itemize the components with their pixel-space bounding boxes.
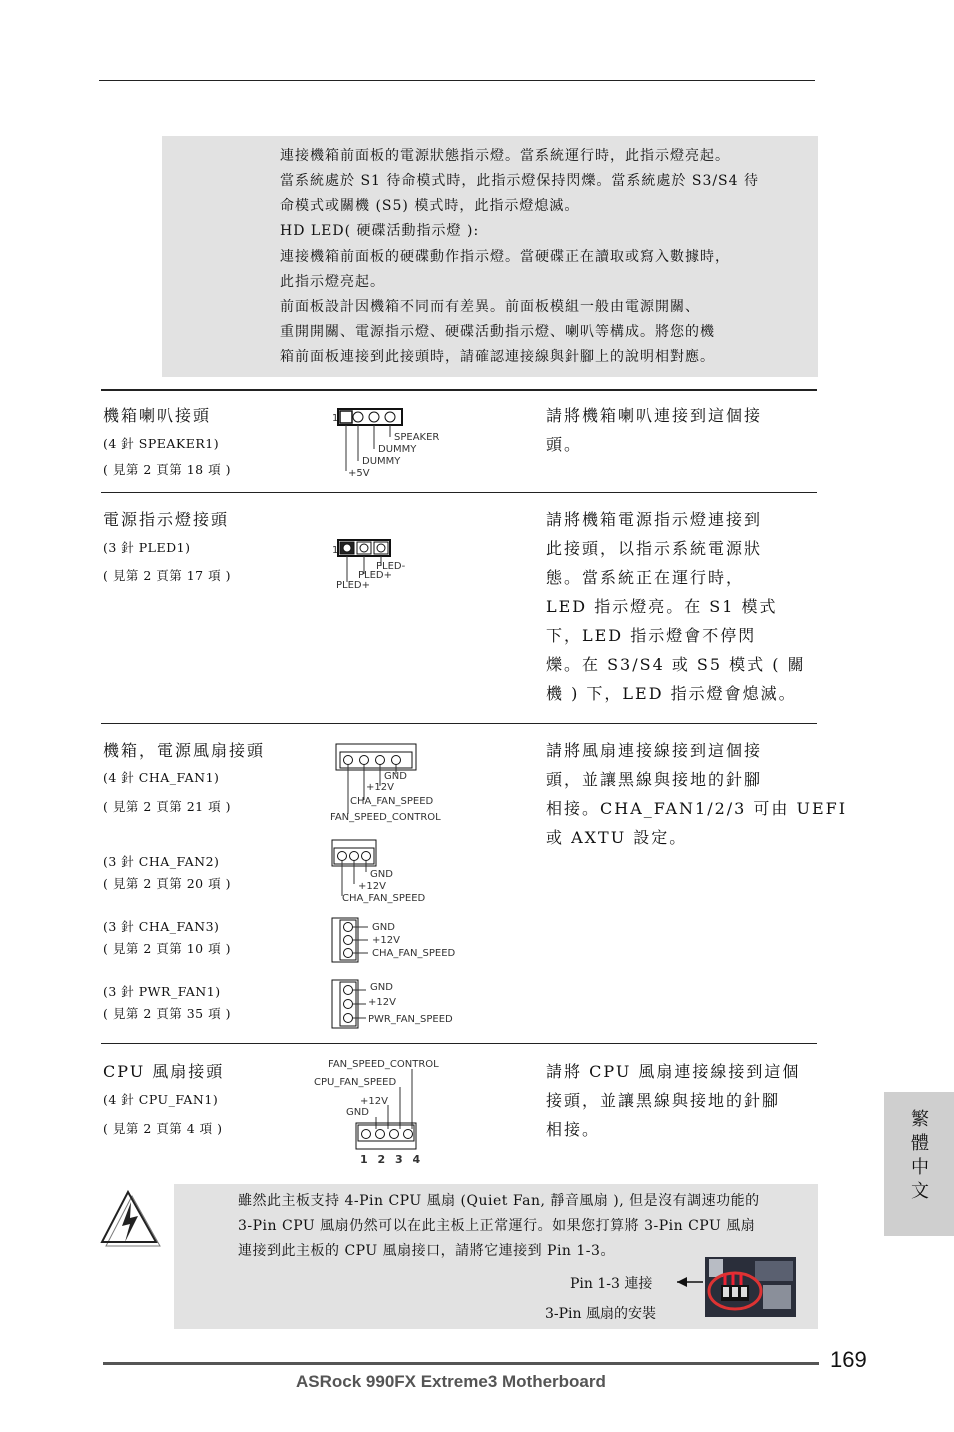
cpu-fan-page-ref: ( 見第 2 頁第 4 項 )	[103, 1121, 223, 1136]
warning-line: 3-Pin CPU 風扇仍然可以在此主板上正常運行。如果您打算將 3-Pin CPU 風扇	[238, 1218, 756, 1234]
speaker-pin-count: (4 針 SPEAKER1)	[103, 436, 220, 451]
note-line: 命模式或關機 (S5) 模式時，此指示燈熄滅。	[280, 198, 580, 214]
cha-fan3-page-ref: ( 見第 2 頁第 10 項 )	[103, 941, 231, 956]
pwr-fan1-pin-count: (3 針 PWR_FAN1)	[103, 984, 221, 999]
pled-title: 電源指示燈接頭	[103, 510, 230, 529]
cha-fan2-page-ref: ( 見第 2 頁第 20 項 )	[103, 876, 231, 891]
chassis-fan-desc: 或 AXTU 設定。	[546, 828, 688, 847]
pin-label: SPEAKER	[394, 432, 440, 443]
fan-install-photo	[705, 1257, 796, 1317]
pin-label: +12V	[368, 997, 396, 1008]
pled-desc: 此接頭，以指示系統電源狀	[546, 539, 763, 558]
arrow-left-icon	[675, 1275, 705, 1289]
cha-fan2-pin-count: (3 針 CHA_FAN2)	[103, 854, 220, 869]
row-divider	[101, 723, 817, 724]
note-line: 重開開關、電源指示燈、硬碟活動指示燈、喇叭等構成。將您的機	[280, 324, 715, 340]
speaker-desc: 頭。	[546, 435, 583, 454]
note-line: HD LED( 硬碟活動指示燈 ):	[280, 223, 480, 239]
pin-label: FAN_SPEED_CONTROL	[330, 812, 441, 823]
footer-brand: ASRock 990FX Extreme3 Motherboard	[296, 1372, 606, 1391]
pin-label: CHA_FAN_SPEED	[350, 796, 434, 807]
pled-desc: 下，LED 指示燈會不停閃	[546, 626, 757, 645]
pin-label: CHA_FAN_SPEED	[342, 893, 426, 904]
pin-label: +12V	[358, 881, 386, 892]
warning-icon	[100, 1188, 164, 1250]
note-line: 當系統處於 S1 待命模式時，此指示燈保持閃爍。當系統處於 S3/S4 待	[280, 173, 760, 189]
pled-desc: 態。當系統正在運行時，	[546, 568, 745, 587]
pin1-marker: 1	[332, 545, 339, 556]
note-line: 箱前面板連接到此接頭時，請確認連接線與針腳上的說明相對應。	[280, 349, 715, 365]
pin-label: CHA_FAN_SPEED	[372, 948, 456, 959]
pin-label: +12V	[366, 782, 394, 793]
speaker-desc: 請將機箱喇叭連接到這個接	[546, 406, 763, 425]
row-divider	[101, 389, 817, 391]
note-line: 此指示燈亮起。	[280, 274, 385, 290]
pin1-marker: 1	[332, 413, 339, 424]
pled-header-diagram	[330, 536, 440, 591]
language-tab-label: 繁體中文	[911, 1109, 929, 1202]
top-rule	[99, 80, 815, 81]
pin-label: PWR_FAN_SPEED	[368, 1014, 453, 1025]
pin-label: DUMMY	[378, 444, 417, 455]
pin-label: GND	[370, 869, 393, 880]
row-divider	[101, 492, 817, 493]
warning-line: 連接到此主板的 CPU 風扇接口，請將它連接到 Pin 1-3。	[238, 1243, 615, 1259]
page-number: 169	[830, 1347, 867, 1372]
speaker-header-diagram	[330, 405, 460, 480]
pin-label: GND	[384, 771, 407, 782]
chassis-fan-desc: 請將風扇連接線接到這個接	[546, 741, 763, 760]
cha-fan1-pin-count: (4 針 CHA_FAN1)	[103, 770, 220, 785]
pled-desc: LED 指示燈亮。在 S1 模式	[546, 597, 778, 616]
pin-label: GND	[346, 1107, 369, 1118]
pled-pin-count: (3 針 PLED1)	[103, 540, 191, 555]
cpu-fan-title: CPU 風扇接頭	[103, 1062, 225, 1081]
pin-label: PLED-	[376, 561, 406, 572]
speaker-page-ref: ( 見第 2 頁第 18 項 )	[103, 462, 231, 477]
cpu-fan-desc: 請將 CPU 風扇連接線接到這個	[546, 1062, 801, 1081]
warning-line: 雖然此主板支持 4-Pin CPU 風扇 (Quiet Fan, 靜音風扇 ), 但是沒有調速功能的	[238, 1193, 760, 1209]
note-line: 連接機箱前面板的硬碟動作指示燈。當硬碟正在讀取或寫入數據時，	[280, 249, 730, 265]
pin-caption: Pin 1-3 連接	[570, 1276, 653, 1292]
pin-label: +12V	[360, 1096, 388, 1107]
note-line: 前面板設計因機箱不同而有差異。前面板模組一般由電源開關、	[280, 299, 700, 315]
cpu-fan-desc: 相接。	[546, 1120, 601, 1139]
chassis-fan-desc: 相接。CHA_FAN1/2/3 可由 UEFI	[546, 799, 848, 818]
pled-desc: 爍。在 S3/S4 或 S5 模式 ( 關	[546, 655, 806, 674]
pin-label: +5V	[348, 468, 370, 479]
note-line: 連接機箱前面板的電源狀態指示燈。當系統運行時，此指示燈亮起。	[280, 148, 730, 164]
cpu-fan-diagram	[312, 1055, 462, 1167]
cpu-fan-desc: 接頭，並讓黑線與接地的針腳	[546, 1091, 781, 1110]
chassis-fan-title: 機箱，電源風扇接頭	[103, 741, 266, 760]
pin-label: +12V	[372, 935, 400, 946]
cpu-fan-pin-count: (4 針 CPU_FAN1)	[103, 1092, 219, 1107]
row-divider	[101, 1043, 817, 1044]
chassis-fan-desc: 頭，並讓黑線與接地的針腳	[546, 770, 763, 789]
cha-fan3-pin-count: (3 針 CHA_FAN3)	[103, 919, 220, 934]
footer-rule	[103, 1362, 819, 1365]
pwr-fan1-page-ref: ( 見第 2 頁第 35 項 )	[103, 1006, 231, 1021]
pin-label: PLED+	[358, 570, 392, 581]
speaker-title: 機箱喇叭接頭	[103, 406, 212, 425]
pin-numbers: 1 2 3 4	[360, 1153, 424, 1166]
pin-label: FAN_SPEED_CONTROL	[328, 1059, 439, 1070]
pin-label: GND	[370, 982, 393, 993]
pwr-fan1-diagram	[330, 978, 470, 1030]
pled-desc: 請將機箱電源指示燈連接到	[546, 510, 763, 529]
pin-label: PLED+	[336, 580, 370, 591]
pin-label: CPU_FAN_SPEED	[314, 1077, 397, 1088]
cha-fan3-diagram	[330, 916, 470, 964]
pled-desc: 機 ) 下，LED 指示燈會熄滅。	[546, 684, 797, 703]
cha-fan2-diagram	[330, 838, 450, 906]
cha-fan1-diagram	[330, 742, 460, 824]
pin-label: GND	[372, 922, 395, 933]
cha-fan1-page-ref: ( 見第 2 頁第 21 項 )	[103, 799, 231, 814]
pin-label: DUMMY	[362, 456, 401, 467]
fan-install-caption: 3-Pin 風扇的安裝	[545, 1306, 657, 1322]
pled-page-ref: ( 見第 2 頁第 17 項 )	[103, 568, 231, 583]
